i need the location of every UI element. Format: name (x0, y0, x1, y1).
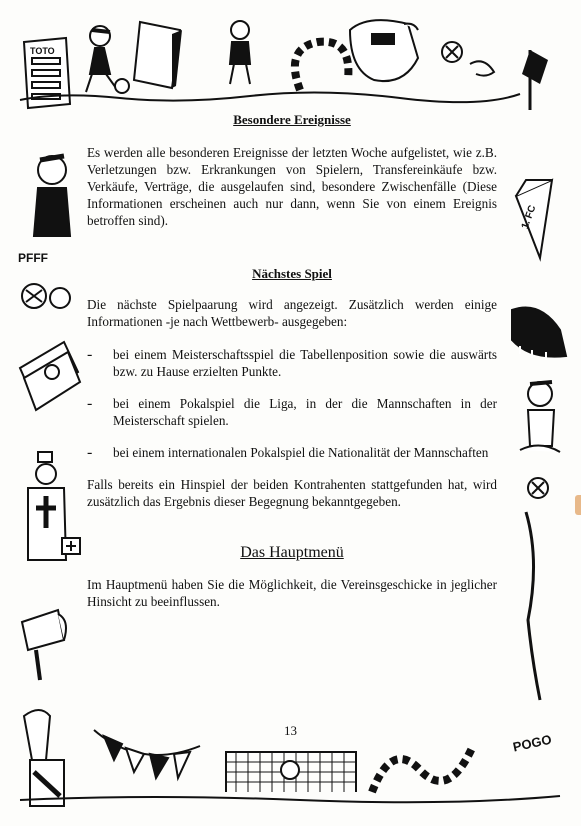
whistle-icon (350, 20, 418, 81)
paragraph-hauptmenue: Im Hauptmenü haben Sie die Möglichkeit, die Vereinsgeschicke in jeglicher Hinsicht zu beeinflussen. (87, 577, 497, 609)
medic-cartoon-icon (28, 452, 80, 560)
page-edge-mark (575, 495, 581, 515)
main-heading-hauptmenue: Das Hauptmenü (240, 544, 344, 561)
ball-kick-icon (442, 42, 494, 76)
goal-net-icon (226, 752, 356, 792)
notebook-icon (134, 22, 182, 88)
bullet-text: bei einem Pokalspiel die Liga, in der die Mannschaften in der Meisterschaft spielen. (113, 396, 497, 428)
scarf-wave-icon (372, 748, 472, 792)
bullet-text: bei einem Meisterschaftsspiel die Tabellenposition sowie die auswärts bzw. zu Hause erzielten Punkte. (113, 347, 497, 379)
grass-line (20, 92, 520, 102)
paragraph-besondere-ereignisse: Es werden alle besonderen Ereignisse der letzten Woche aufgelistet, wie z.B. Verletzungen bzw. Erkrankungen von Spielern, Transfereinkäufe bzw. Verkäufe, Verträge, die ausgelaufen sind, besondere Zwischenfälle (Diese Informationen erscheinen auch nur dann, wenn Sie von einem Ereignis betroffen sind). (87, 145, 497, 228)
shouting-player-icon (520, 382, 560, 452)
left-border-illustrations (0, 112, 86, 712)
money-stack-icon (20, 342, 80, 410)
football-boot-icon (512, 308, 566, 361)
bullet-text: bei einem internationalen Pokalspiel die Nationalität der Mannschaften (113, 445, 489, 460)
pennant-label: 1. FC (519, 203, 539, 231)
ball-icon (22, 284, 70, 308)
pfff-label: PFFF (18, 251, 48, 265)
top-border-illustrations (0, 0, 581, 112)
paragraph-hinspiel: Falls bereits ein Hinspiel der beiden Kontrahenten stattgefunden hat, wird zusätzlich das Ergebnis dieser Begegnung bekanntgegeben. (87, 477, 497, 509)
section-heading-besondere-ereignisse: Besondere Ereignisse (233, 112, 351, 127)
paragraph-naechstes-spiel: Die nächste Spielpaarung wird angezeigt. Zusätzlich werden einige Informationen -je nach Wettbewerb- ausgegeben: (87, 297, 497, 329)
pogo-label: POGO (511, 731, 553, 755)
player-cartoon-icon (86, 26, 129, 93)
corner-flag-icon (522, 50, 548, 110)
shouting-fan-icon (34, 156, 70, 236)
bullet-item (87, 346, 497, 380)
referee-cartoon-icon (230, 21, 250, 84)
section-heading-naechstes-spiel: Nächstes Spiel (252, 266, 332, 281)
bullet-item (87, 444, 497, 461)
juggling-player-icon (526, 478, 548, 700)
bullet-marker: - (87, 346, 93, 363)
bullet-marker: - (87, 444, 93, 461)
page-number: 13 (284, 723, 297, 738)
toto-label: TOTO (30, 46, 55, 56)
page-content (87, 112, 497, 610)
ground-line (20, 796, 560, 802)
bullet-marker: - (87, 395, 93, 412)
right-border-illustrations (496, 112, 581, 755)
bottom-border-illustrations (0, 700, 581, 826)
scarf-icon (295, 42, 349, 90)
megaphone-icon (22, 610, 66, 680)
bullet-item (87, 395, 497, 429)
